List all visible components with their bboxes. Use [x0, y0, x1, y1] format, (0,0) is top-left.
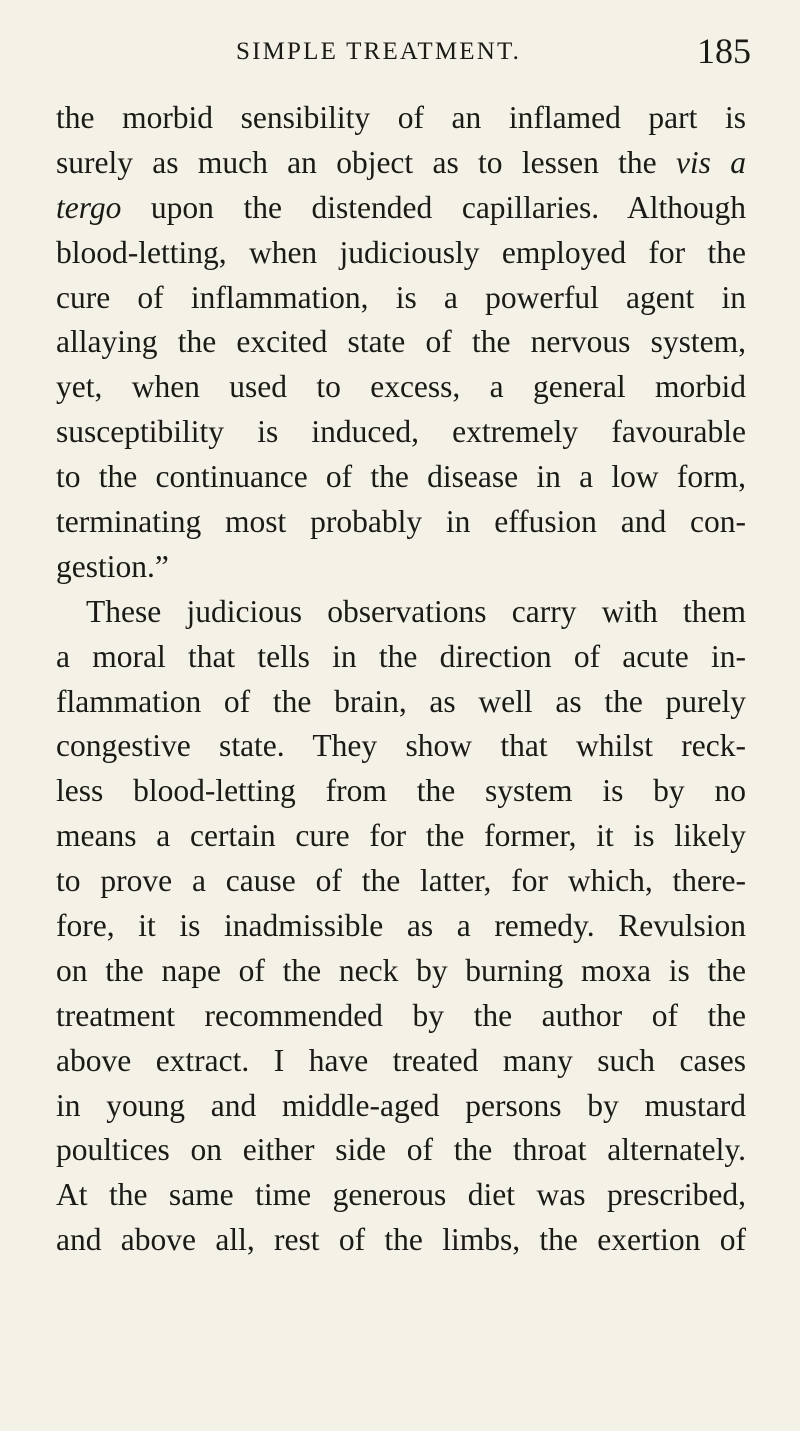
text-line: on the nape of the neck by burning moxa is the: [56, 952, 746, 988]
text-line: congestive state. They show that whilst reck-: [56, 728, 746, 764]
running-head-title: SIMPLE TREATMENT.: [236, 38, 522, 65]
text-line: [56, 141, 746, 186]
text-line: yet, when used to excess, a general morbid: [56, 369, 746, 405]
italic-phrase: tergo: [56, 189, 122, 225]
text-line: At the same time generous diet was prescribed,: [56, 1177, 746, 1213]
body-text: [56, 96, 746, 1263]
text-line: poultices on either side of the throat alternately.: [56, 1132, 746, 1168]
text-segment: surely as much an object as to lessen the: [56, 144, 657, 180]
paragraph-first-line: These judicious observations carry with them: [86, 593, 746, 629]
text-line: a moral that tells in the direction of acute in-: [56, 638, 746, 674]
text-line: treatment recommended by the author of the: [56, 997, 746, 1033]
text-line: less blood-letting from the system is by no: [56, 773, 746, 809]
text-line: to prove a cause of the latter, for which, there-: [56, 863, 746, 899]
text-line: cure of inflammation, is a powerful agent in: [56, 279, 746, 315]
text-line: in young and middle-aged persons by mustard: [56, 1087, 746, 1123]
text-line: means a certain cure for the former, it is likely: [56, 818, 746, 854]
text-line: above extract. I have treated many such cases: [56, 1042, 746, 1078]
text-line: terminating most probably in effusion and con-: [56, 504, 746, 540]
text-line: fore, it is inadmissible as a remedy. Revulsion: [56, 908, 746, 944]
text-line: and above all, rest of the limbs, the exertion of: [56, 1222, 746, 1258]
italic-phrase: vis a: [675, 144, 747, 180]
page-number: 185: [697, 31, 751, 71]
text-line: flammation of the brain, as well as the purely: [56, 683, 746, 719]
text-line: [56, 186, 746, 231]
text-line: gestion.”: [56, 548, 169, 584]
running-head: [236, 30, 751, 70]
text-line: susceptibility is induced, extremely favourable: [56, 414, 746, 450]
text-line: the morbid sensibility of an inflamed part is: [56, 100, 746, 135]
text-segment: upon the distended capillaries. Although: [150, 189, 746, 225]
text-line: blood-letting, when judiciously employed for the: [56, 234, 746, 270]
text-line: allaying the excited state of the nervous system,: [56, 324, 746, 360]
text-line: to the continuance of the disease in a low form,: [56, 459, 746, 495]
